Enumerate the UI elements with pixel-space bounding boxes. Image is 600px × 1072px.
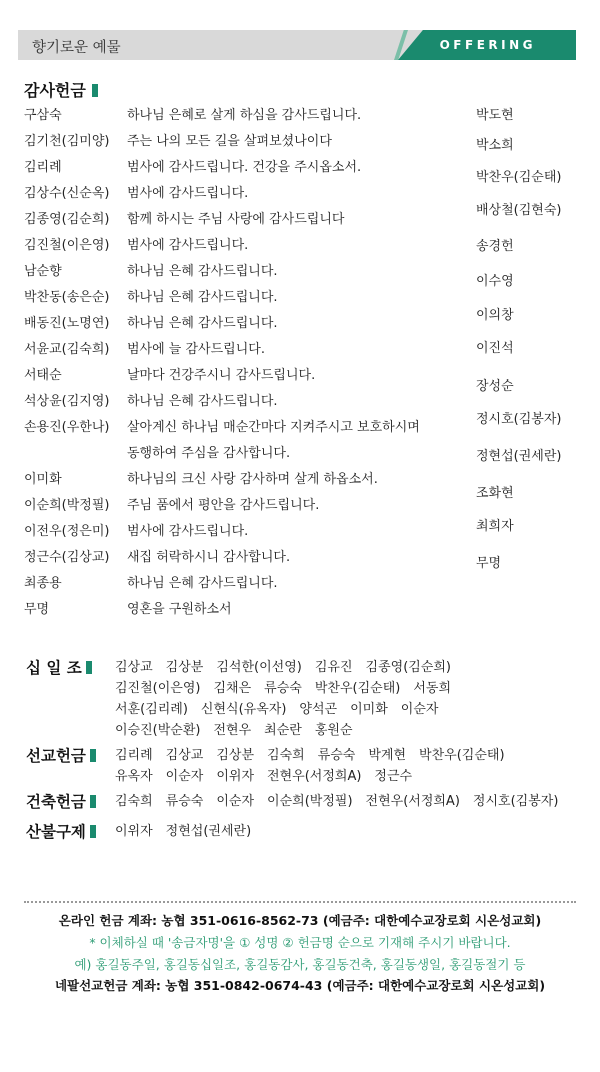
title-mark-icon <box>90 795 96 808</box>
thanks-message: 함께 하시는 주님 사랑에 감사드립니다 <box>127 212 345 227</box>
tithe-line: 서훈(김리례) 신현식(유옥자) 양석곤 이미화 이순자 <box>115 702 439 717</box>
tithe-line: 김진철(이은영) 김채은 류승숙 박찬우(김순태) 서동희 <box>115 681 452 696</box>
thanks-message: 살아계신 하나님 매순간마다 지켜주시고 보호하시며 <box>127 420 420 435</box>
tithe-title-row <box>26 656 92 678</box>
thanks-name-item: 이진석 <box>476 341 514 356</box>
mission-title: 선교헌금 <box>26 747 86 765</box>
thanks-giver-name: 서태순 <box>24 368 62 383</box>
thanks-title-row <box>24 78 98 101</box>
thanks-message: 하나님 은혜 감사드립니다. <box>127 264 278 279</box>
thanks-name-item: 송경헌 <box>476 239 514 254</box>
title-mark-icon <box>90 749 96 762</box>
mission-line: 유옥자 이순자 이위자 전현우(서정희A) 정근수 <box>115 769 413 784</box>
thanks-name-item: 최희자 <box>476 519 514 534</box>
header-title: 향기로운 예물 <box>32 40 121 56</box>
transfer-note: * 이체하실 때 '송금자명'을 ① 성명 ② 헌금명 순으로 기재해 주시기 바랍니다. <box>89 935 511 950</box>
building-line: 김숙희 류승숙 이순자 이순희(박정필) 전현우(서정희A) 정시호(김봉자) <box>115 794 559 809</box>
tithe-line: 이승진(박순환) 전현우 최순란 홍원순 <box>115 723 353 738</box>
title-mark-icon <box>90 825 96 838</box>
section-header <box>18 30 576 60</box>
header-english-title: OFFERING <box>439 38 536 52</box>
tithe-title: 십 일 조 <box>26 659 82 677</box>
thanks-message: 하나님 은혜 감사드립니다. <box>127 290 278 305</box>
building-title: 건축헌금 <box>26 793 86 811</box>
thanks-giver-name: 손용진(우한나) <box>24 420 110 435</box>
thanks-name-item: 박소희 <box>476 138 514 153</box>
relief-title-row <box>26 820 96 842</box>
thanks-name-item: 조화현 <box>476 486 514 501</box>
title-mark-icon <box>86 661 92 674</box>
thanks-giver-name: 정근수(김상교) <box>24 550 110 565</box>
thanks-message: 영혼을 구원하소서 <box>127 602 232 617</box>
mission-title-row <box>26 744 96 766</box>
thanks-message: 하나님 은혜 감사드립니다. <box>127 576 278 591</box>
transfer-example: 예) 홍길동주일, 홍길동십일조, 홍길동감사, 홍길동건축, 홍길동생일, 홍길동절기 등 <box>74 957 526 972</box>
thanks-name-item: 무명 <box>476 556 502 571</box>
thanks-message: 새집 허락하시니 감사합니다. <box>127 550 291 565</box>
thanks-name-item: 정시호(김봉자) <box>476 412 562 427</box>
thanks-message: 하나님의 크신 사랑 감사하며 살게 하옵소서. <box>127 472 378 487</box>
dotted-divider <box>24 901 576 903</box>
thanks-message: 범사에 감사드립니다. <box>127 238 249 253</box>
mission-line: 김리례 김상교 김상분 김숙희 류승숙 박계현 박찬우(김순태) <box>115 748 505 763</box>
thanks-name-item: 이의창 <box>476 308 514 323</box>
thanks-message: 범사에 감사드립니다. 건강을 주시옵소서. <box>127 160 362 175</box>
thanks-name-item: 배상철(김현숙) <box>476 203 562 218</box>
building-title-row <box>26 790 96 812</box>
thanks-giver-name: 박찬동(송은순) <box>24 290 110 305</box>
thanks-giver-name: 이전우(정은미) <box>24 524 110 539</box>
thanks-name-item: 장성순 <box>476 379 514 394</box>
thanks-giver-name: 배동진(노명연) <box>24 316 110 331</box>
thanks-giver-name: 서윤교(김숙희) <box>24 342 110 357</box>
thanks-giver-name: 남순향 <box>24 264 62 279</box>
thanks-message: 범사에 감사드립니다. <box>127 524 249 539</box>
thanks-giver-name: 이순희(박정필) <box>24 498 110 513</box>
thanks-giver-name: 석상윤(김지영) <box>24 394 110 409</box>
thanks-giver-name: 구삼숙 <box>24 108 62 123</box>
thanks-name-item: 박도현 <box>476 108 514 123</box>
nepal-account: 네팔선교헌금 계좌: 농협 351-0842-0674-43 (예금주: 대한예수교장로회 시온성교회) <box>54 978 546 993</box>
relief-line: 이위자 정현섭(권세란) <box>115 824 252 839</box>
thanks-giver-name: 김종영(김순희) <box>24 212 110 227</box>
thanks-name-item: 정현섭(권세란) <box>476 449 562 464</box>
thanks-message: 범사에 늘 감사드립니다. <box>127 342 265 357</box>
thanks-message: 하나님 은혜 감사드립니다. <box>127 316 278 331</box>
thanks-message: 날마다 건강주시니 감사드립니다. <box>127 368 316 383</box>
thanks-giver-name: 김리례 <box>24 160 62 175</box>
thanks-message: 주는 나의 모든 길을 살펴보셨나이다 <box>127 134 332 149</box>
thanks-giver-name: 최종용 <box>24 576 62 591</box>
thanks-name-item: 이수영 <box>476 274 514 289</box>
online-account: 온라인 헌금 계좌: 농협 351-0616-8562-73 (예금주: 대한예수교장로회 시온성교회) <box>58 913 542 928</box>
thanks-message: 하나님 은혜 감사드립니다. <box>127 394 278 409</box>
thanks-giver-name: 무명 <box>24 602 50 617</box>
thanks-message: 하나님 은혜로 살게 하심을 감사드립니다. <box>127 108 362 123</box>
thanks-title: 감사헌금 <box>24 81 86 100</box>
thanks-message: 범사에 감사드립니다. <box>127 186 249 201</box>
tithe-line: 김상교 김상분 김석한(이선영) 김유진 김종영(김순희) <box>115 660 452 675</box>
relief-title: 산불구제 <box>26 823 86 841</box>
thanks-message: 동행하여 주심을 감사합니다. <box>127 446 291 461</box>
thanks-message: 주님 품에서 평안을 감사드립니다. <box>127 498 320 513</box>
thanks-giver-name: 김기천(김미양) <box>24 134 110 149</box>
thanks-giver-name: 이미화 <box>24 472 62 487</box>
thanks-name-item: 박찬우(김순태) <box>476 170 562 185</box>
title-mark-icon <box>92 84 98 97</box>
thanks-giver-name: 김상수(신순옥) <box>24 186 110 201</box>
thanks-giver-name: 김진철(이은영) <box>24 238 110 253</box>
